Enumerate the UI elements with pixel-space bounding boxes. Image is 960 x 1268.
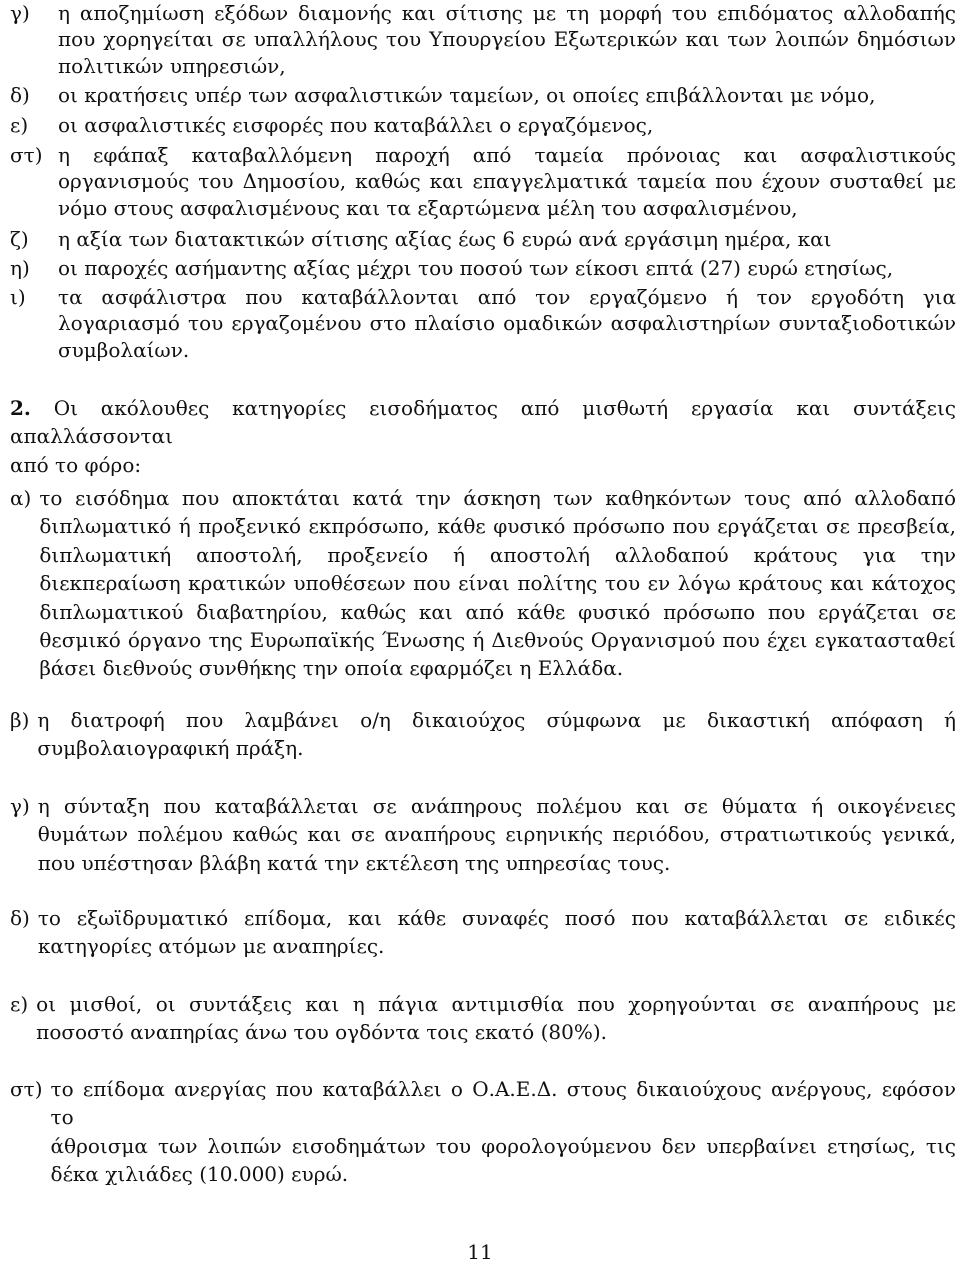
item-text: οι μισθοί, οι συντάξεις και η πάγια αντιμισθία που χορηγούνται σε αναπήρους με ποσοστό αναπηρίας άνω του ογδόντα τοις εκατό (80%). xyxy=(36,992,956,1045)
item-text: η διατροφή που λαμβάνει ο/η δικαιούχος σύμφωνα με δικαστική απόφαση ή συμβολαιογραφική πράξη. xyxy=(37,708,956,761)
item-label: ε) xyxy=(10,113,29,137)
item-label: γ) xyxy=(10,1,30,25)
list-item xyxy=(10,990,956,1047)
item-text: η αξία των διατακτικών σίτισης αξίας έως 6 ευρώ ανά εργάσιμη ημέρα, και xyxy=(58,227,832,251)
item-label: α) xyxy=(10,486,32,510)
item-label: ε) xyxy=(10,992,29,1016)
list-item xyxy=(10,284,956,363)
section-2-intro: 2. Οι ακόλουθες κατηγορίες εισοδήματος από μισθωτή εργασία και συντάξεις απαλλάσσονται από το φόρο: xyxy=(10,396,956,477)
list-item xyxy=(10,226,956,252)
list-item xyxy=(10,792,956,877)
item-text: η αποζημίωση εξόδων διαμονής και σίτισης με τη μορφή του επιδόματος αλλοδαπής που χορηγείται σε υπαλλήλους του Υπουργείου Εξωτερικών και των λοιπών δημόσιων πολιτικών υπηρεσιών, xyxy=(58,1,956,78)
list-item xyxy=(10,82,956,108)
item-text: η σύνταξη που καταβάλλεται σε ανάπηρους πολέμου και σε θύματα ή οικογένειες θυμάτων πολέμου καθώς και σε αναπήρους ειρηνικής περιόδου, στρατιωτικούς γενικά, που υπέστησαν βλάβη κατά την εκτέλεση της υπηρεσίας τους. xyxy=(37,794,956,875)
item-label: γ) xyxy=(10,794,30,818)
item-label: β) xyxy=(10,708,30,732)
list-item xyxy=(10,0,956,79)
item-text: οι ασφαλιστικές εισφορές που καταβάλλει ο εργαζόμενος, xyxy=(58,113,654,137)
item-text: τα ασφάλιστρα που καταβάλλονται από τον εργαζόμενο ή τον εργοδότη για λογαριασμό του εργαζομένου στο πλαίσιο ομαδικών ασφαλιστηρίων συνταξιοδοτικών συμβολαίων. xyxy=(58,285,956,362)
item-text: το επίδομα ανεργίας που καταβάλλει ο Ο.Α.Ε.Δ. στους δικαιούχους ανέργους, εφόσον το άθροισμα των λοιπών εισοδημάτων του φορολογούμενου δεν υπερβαίνει ετησίως, τις δέκα χιλιάδες (10.000) ευρώ. xyxy=(50,1077,956,1187)
item-label: ι) xyxy=(10,285,26,309)
list-item xyxy=(10,706,956,763)
list-item xyxy=(10,484,956,683)
list-item xyxy=(10,142,956,221)
item-label: η) xyxy=(10,256,30,280)
item-label: στ) xyxy=(10,1077,43,1101)
item-text: οι κρατήσεις υπέρ των ασφαλιστικών ταμείων, οι οποίες επιβάλλονται με νόμο, xyxy=(58,83,876,107)
item-text: οι παροχές ασήμαντης αξίας μέχρι του ποσού των είκοσι επτά (27) ευρώ ετησίως, xyxy=(58,256,894,280)
item-text: η εφάπαξ καταβαλλόμενη παροχή από ταμεία πρόνοιας και ασφαλιστικούς οργανισμούς του Δημοσίου, καθώς και επαγγελματικά ταμεία που έχουν συσταθεί με νόμο στους ασφαλισμένους και τα εξαρτώμενα μέλη του ασφαλισμένου, xyxy=(58,143,956,220)
list-item xyxy=(10,904,956,961)
item-text: το εξωϊδρυματικό επίδομα, και κάθε συναφές ποσό που καταβάλλεται σε ειδικές κατηγορίες ατόμων με αναπηρίες. xyxy=(37,906,956,959)
section-number: 2. xyxy=(10,396,31,420)
item-label: δ) xyxy=(10,83,30,107)
list-item xyxy=(10,255,956,281)
item-label: ζ) xyxy=(10,227,29,251)
item-text: το εισόδημα που αποκτάται κατά την άσκηση των καθηκόντων τους από αλλοδαπό διπλωματικό ή προξενικό εκπρόσωπο, κάθε φυσικό πρόσωπο που εργάζεται σε πρεσβεία, διπλωματική αποστολή, προξενείο ή αποστολή αλλοδαπού κράτους για την διεκπεραίωση κρατικών υποθέσεων που είναι πολίτης του εν λόγω κράτους και κάτοχος διπλωματικού διαβατηρίου, καθώς και από κάθε φυσικό πρόσωπο που εργάζεται σε θεσμικό όργανο της Ευρωπαϊκής Ένωσης ή Διεθνούς Οργανισμού που έχει εγκατασταθεί βάσει διεθνούς συνθήκης την οποία εφαρμόζει η Ελλάδα. xyxy=(39,486,956,681)
list-item xyxy=(10,1075,956,1189)
page-number: 11 xyxy=(467,1240,493,1264)
item-label: δ) xyxy=(10,906,30,930)
item-label: στ) xyxy=(10,143,43,167)
list-item xyxy=(10,112,956,138)
